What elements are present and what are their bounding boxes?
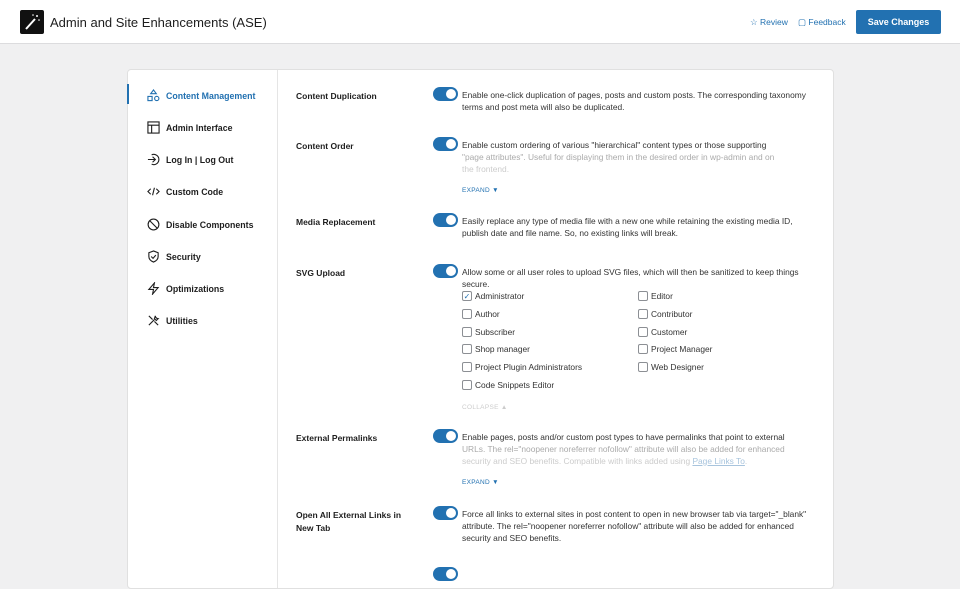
star-icon: ☆ — [750, 17, 758, 27]
ban-icon — [147, 218, 160, 231]
role-checkbox[interactable]: Customer — [638, 327, 687, 337]
role-checkbox[interactable]: Code Snippets Editor — [462, 380, 554, 390]
role-checkbox[interactable]: ✓ Administrator — [463, 291, 525, 301]
checkbox[interactable] — [462, 362, 472, 372]
external-permalinks-toggle[interactable] — [433, 429, 458, 443]
checkbox[interactable] — [462, 309, 472, 319]
sidebar-item-utilities[interactable]: Utilities — [147, 314, 198, 327]
sidebar-item-custom-code[interactable]: Custom Code — [147, 185, 223, 198]
checkbox[interactable] — [462, 380, 472, 390]
checkbox[interactable] — [462, 327, 472, 337]
checkbox[interactable] — [462, 344, 472, 354]
sidebar-item-optimizations[interactable]: Optimizations — [147, 282, 224, 295]
expand-button[interactable]: EXPAND ▼ — [462, 479, 499, 486]
layout-icon — [147, 121, 160, 134]
role-checkbox[interactable]: Project Manager — [638, 344, 712, 354]
role-checkbox[interactable]: Contributor — [638, 309, 692, 319]
checkbox[interactable] — [638, 309, 648, 319]
shield-icon — [147, 250, 160, 263]
collapse-button[interactable]: COLLAPSE ▲ — [462, 404, 508, 411]
feedback-link[interactable]: ▢ Feedback — [798, 17, 846, 27]
checkbox[interactable] — [638, 327, 648, 337]
role-checkbox[interactable]: Subscriber — [462, 327, 515, 337]
svg-upload-toggle[interactable] — [433, 264, 458, 278]
role-checkbox[interactable]: Project Plugin Administrators — [462, 362, 582, 372]
shapes-icon — [147, 89, 160, 102]
sidebar-item-login-logout[interactable]: Log In | Log Out — [147, 153, 233, 166]
role-checkbox[interactable]: Shop manager — [462, 344, 530, 354]
save-changes-button[interactable]: Save Changes — [856, 10, 941, 34]
role-checkbox[interactable]: Editor — [638, 291, 673, 301]
settings-card: Content Management Admin Interface Log In | Log Out Custom Code Disable Components Security Optimizations Utilities Content Duplication Enable one-click duplication of pages, posts and custom posts. The corresponding taxonomy terms and post meta will also be duplicated. Content Order Enable custom ordering of various "hierarchical" content types or those supporting "page attributes". Useful for displaying them in the desired order in wp-admin and on the frontend. EXPAND ▼ Media Replacement Easily replace any type of media file with a new one while retaining the existing media ID, publish date and file name. So, no existing links will break. SVG Upload Allow some or all user roles to upload SVG files, which will then be sanitized to keep things secure. ✓ Administrator Editor Author Contributor Subscriber Customer Shop manager Project Manager Project Plugin Administrators Web Designer Code Snippets Editor COLLAPSE ▲ External Permalinks Enable pages, posts and/or custom post types to have permalinks that point to external URLs. The rel="noopener noreferrer nofollow" attribute will also be added for enhanced security and SEO benefits. Compatible with links added using Page Links To. EXPAND ▼ Open All External Links in New Tab Force all links to external sites in post content to open in new browser tab via target="_blank" attribute. The rel="noopener noreferrer nofollow" attribute will also be added for enhanced security and SEO benefits. — [127, 69, 834, 589]
content-duplication-toggle[interactable] — [433, 87, 458, 101]
sidebar-item-admin-interface[interactable]: Admin Interface — [147, 121, 232, 134]
next-setting-toggle[interactable] — [433, 567, 458, 581]
sidebar — [128, 70, 278, 588]
review-link[interactable]: ☆ Review — [750, 17, 788, 27]
sidebar-item-disable-components[interactable]: Disable Components — [147, 218, 254, 231]
role-checkbox[interactable]: Author — [462, 309, 500, 319]
content-order-toggle[interactable] — [433, 137, 458, 151]
code-icon — [147, 185, 160, 198]
tools-icon — [147, 314, 160, 327]
checkbox[interactable]: ✓ — [463, 291, 471, 301]
expand-button[interactable]: EXPAND ▼ — [462, 187, 499, 194]
login-icon — [147, 153, 160, 166]
checkbox[interactable] — [638, 291, 648, 301]
role-checkbox[interactable]: Web Designer — [638, 362, 704, 372]
media-replacement-toggle[interactable] — [433, 213, 458, 227]
bolt-icon — [147, 282, 160, 295]
checkbox[interactable] — [638, 362, 648, 372]
comment-icon: ▢ — [798, 17, 807, 27]
app-title: Admin and Site Enhancements (ASE) — [50, 15, 267, 30]
page-links-to-link[interactable]: Page Links To — [692, 455, 745, 466]
checkbox[interactable] — [638, 344, 648, 354]
sidebar-item-content-management[interactable]: Content Management — [147, 89, 255, 102]
top-bar — [0, 0, 960, 44]
active-indicator — [127, 84, 129, 104]
ase-logo — [20, 10, 44, 34]
open-external-links-toggle[interactable] — [433, 506, 458, 520]
sidebar-item-security[interactable]: Security — [147, 250, 201, 263]
